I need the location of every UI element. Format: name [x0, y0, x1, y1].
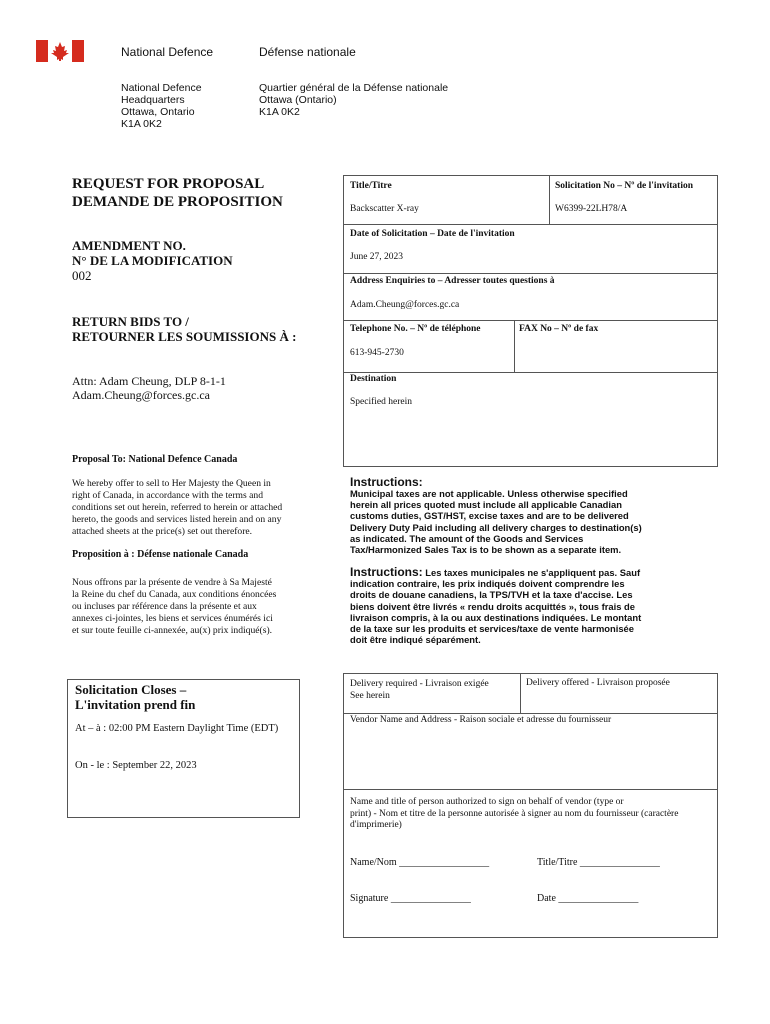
title-line: ________________ [579, 857, 660, 868]
destination-label: Destination [350, 374, 397, 384]
title-label: Title/Titre [350, 181, 392, 191]
org-name-fr: Défense nationale [259, 45, 356, 59]
telephone-label: Telephone No. – Nº de téléphone [350, 324, 481, 334]
proposal-text-en: We hereby offer to sell to Her Majesty the Queen in right of Canada, in accordance with the terms and conditions set out herein, referred to herein or attached hereto, the goods and services listed herein and on any attached sheets at the price(s) set out therefore. [72, 478, 283, 537]
date-label: Date [537, 893, 556, 904]
proposal-to-heading-fr: Proposition à : Défense nationale Canada [72, 549, 249, 560]
address-line: Quartier général de la Défense nationale [259, 82, 449, 94]
solicitation-date-value: June 27, 2023 [350, 252, 404, 262]
delivery-required [350, 678, 489, 702]
closing-time: At – à : 02:00 PM Eastern Daylight Time (EDT) [75, 723, 279, 734]
address-line: National Defence [121, 82, 202, 94]
title-value: Backscatter X-ray [350, 204, 419, 214]
vendor-title-label: Title/Titre [537, 857, 578, 868]
return-bids-line: RETURN BIDS TO / [72, 314, 189, 329]
solicitation-number-value: W6399-22LH78/A [555, 204, 628, 214]
fax-label: FAX No – Nº de fax [519, 324, 599, 334]
document-title [72, 175, 283, 211]
instructions-heading-fr: Instructions: [350, 565, 423, 579]
instructions-text-fr: Instructions: Les taxes municipales ne s'appliquent pas. Sauf indication contraire, les prix indiqués doivent comprendre les droits de douane canadiens, la TPS/TVH et la taxe d'accise. Les biens doivent être livrés « rendu droits acquittés », tous frais de livraison compris, à la ou aux destinations indiquées. Le montant de la taxe sur les produits et services/taxe de vente harmonisée doit être indiqué séparément. [350, 565, 642, 646]
amendment-block [72, 238, 233, 283]
instructions-heading-en: Instructions: [350, 475, 423, 489]
address-line: K1A 0K2 [121, 118, 162, 130]
address-line: Headquarters [121, 94, 185, 106]
solicitation-date-label: Date of Solicitation – Date de l'invitation [350, 229, 515, 239]
attention-email: Adam.Cheung@forces.gc.ca [72, 388, 210, 402]
return-bids-line: RETOURNER LES SOUMISSIONS À : [72, 329, 297, 344]
attention-name: Attn: Adam Cheung, DLP 8-1-1 [72, 374, 226, 388]
title-field[interactable] [537, 857, 660, 868]
solicitation-info-box [343, 175, 718, 467]
address-fr [259, 82, 448, 118]
address-en [121, 82, 202, 130]
telephone-value: 613-945-2730 [350, 348, 404, 358]
org-name-en: National Defence [121, 45, 214, 59]
name-field[interactable] [350, 857, 489, 868]
canada-flag-icon [36, 40, 84, 62]
signature-label: Signature [350, 893, 389, 904]
delivery-required-label: Delivery required - Livraison exigée [350, 679, 489, 689]
instructions-text-en: Municipal taxes are not applicable. Unless otherwise specified herein all prices quoted must include all applicable Canadian customs duties, GST/HST, excise taxes and are to be delivered Delivery Duty Paid including all delivery charges to destination(s) as indicated. The amount of the Goods and Services Tax/Harmonized Sales Tax is to be shown as a separate item. [350, 488, 642, 556]
name-line: __________________ [399, 857, 490, 868]
delivery-required-value: See herein [350, 691, 390, 701]
destination-value: Specified herein [350, 397, 412, 407]
delivery-offered-label: Delivery offered - Livraison proposée [526, 678, 670, 688]
return-bids-heading [72, 314, 296, 344]
vendor-name-address-label: Vendor Name and Address - Raison sociale et adresse du fournisseur [350, 715, 612, 725]
signature-line: ________________ [390, 893, 471, 904]
title-line-fr: DEMANDE DE PROPOSITION [72, 194, 283, 210]
solicitation-closes-title: Solicitation Closes – L'invitation prend fin [75, 682, 196, 712]
closing-date: On - le : September 22, 2023 [75, 760, 197, 771]
authorized-person-label: Name and title of person authorized to sign on behalf of vendor (type or print) - Nom et titre de la personne autorisée à signer au nom du fournisseur (caractère d'imprimerie) [350, 797, 679, 830]
solicitation-number-label: Solicitation No – Nº de l'invitation [555, 181, 693, 191]
signature-field[interactable] [350, 893, 471, 904]
title-line-en: REQUEST FOR PROPOSAL [72, 176, 265, 192]
amendment-label-en: AMENDMENT NO. [72, 238, 186, 253]
address-line: Ottawa, Ontario [121, 106, 195, 118]
enquiries-label: Address Enquiries to – Adresser toutes questions à [350, 276, 555, 286]
enquiries-email: Adam.Cheung@forces.gc.ca [350, 300, 460, 310]
address-line: Ottawa (Ontario) [259, 94, 337, 106]
address-line: K1A 0K2 [259, 106, 300, 118]
amendment-label-fr: N° DE LA MODIFICATION [72, 253, 233, 268]
date-line: ________________ [558, 893, 639, 904]
proposal-to-heading-en: Proposal To: National Defence Canada [72, 454, 238, 465]
amendment-number: 002 [72, 268, 92, 283]
name-label: Name/Nom [350, 857, 397, 868]
attention-block [72, 374, 226, 402]
proposal-text-fr: Nous offrons par la présente de vendre à Sa Majesté la Reine du chef du Canada, aux conditions énoncées ou incluses par référence dans la présente et aux annexes ci-jointes, les biens et services énumérés ici et sur toute feuille ci-annexée, au(x) prix indiqué(s). [72, 577, 277, 636]
date-field[interactable] [537, 893, 638, 904]
